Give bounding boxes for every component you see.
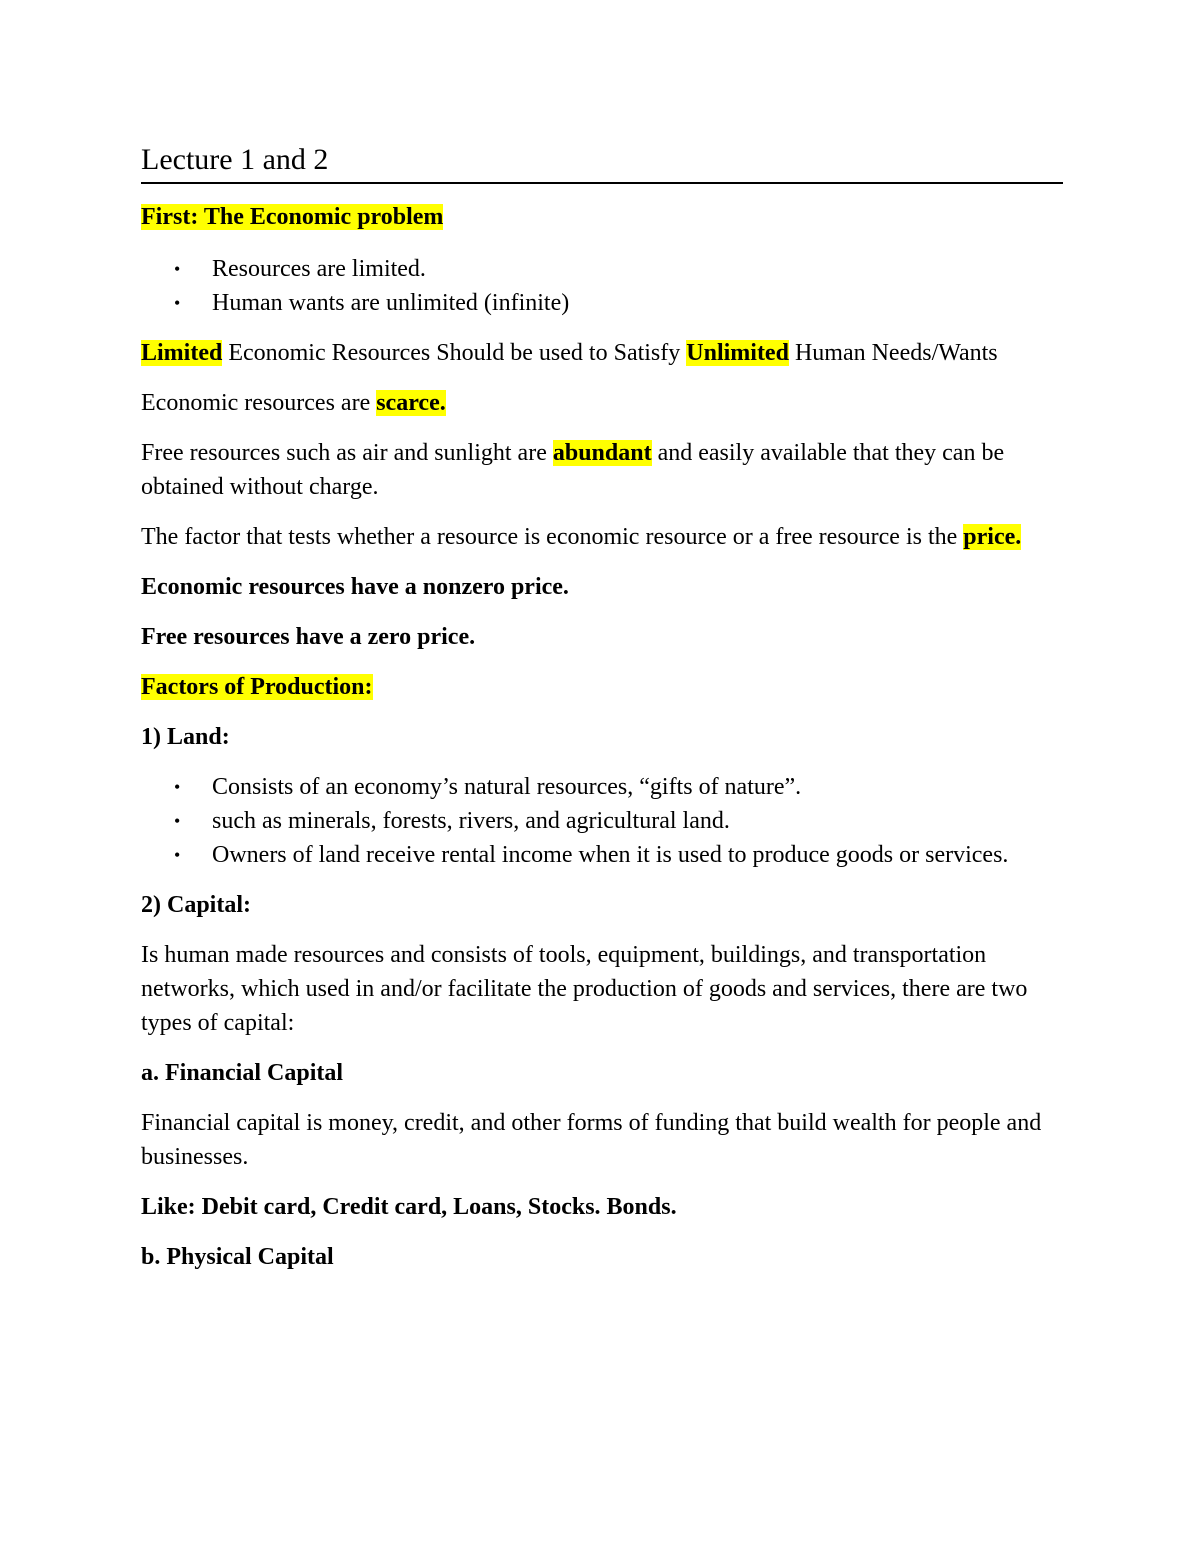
paragraph-limited-resources: Limited Economic Resources Should be used to Satisfy Unlimited Human Needs/Wants (141, 340, 998, 366)
highlight-limited: Limited (141, 340, 223, 366)
highlight-price: price. (963, 524, 1022, 550)
statement-economic-nonzero-price: Economic resources have a nonzero price. (141, 574, 569, 600)
list-item: • such as minerals, forests, rivers, and agricultural land. (141, 804, 1063, 838)
section-heading-economic-problem (141, 200, 1063, 234)
list-item: • Owners of land receive rental income when it is used to produce goods or services. (141, 838, 1063, 872)
paragraph-capital: Is human made resources and consists of tools, equipment, buildings, and transportation networks, which used in and/or facilitate the production of goods and services, there are two types of capital: (141, 942, 1028, 1036)
highlight-scarce: scarce. (376, 390, 446, 416)
statement-free-zero-price: Free resources have a zero price. (141, 624, 476, 650)
bullet-icon: • (174, 293, 181, 313)
section-heading-factors (141, 670, 1063, 704)
bullet-icon: • (174, 777, 181, 797)
page-title: Lecture 1 and 2 (141, 140, 1063, 184)
paragraph-financial-capital: Financial capital is money, credit, and other forms of funding that build wealth for people and businesses. (141, 1110, 1042, 1170)
statement-financial-examples: Like: Debit card, Credit card, Loans, Stocks. Bonds. (141, 1194, 677, 1220)
document-body (141, 140, 1063, 1274)
bullet-icon: • (174, 811, 181, 831)
paragraph-scarce: Economic resources are scarce. (141, 390, 446, 416)
highlight-unlimited: Unlimited (686, 340, 789, 366)
list-item: • Resources are limited. (141, 252, 1063, 286)
paragraph-price-test: The factor that tests whether a resource is economic resource or a free resource is the price. (141, 524, 1022, 550)
economic-problem-list (141, 252, 1063, 320)
subheading-physical-capital: b. Physical Capital (141, 1244, 334, 1270)
heading-highlight: First: The Economic problem (141, 204, 444, 230)
list-item: • Human wants are unlimited (infinite) (141, 286, 1063, 320)
subheading-capital: 2) Capital: (141, 892, 251, 918)
bullet-icon: • (174, 845, 181, 865)
heading-highlight: Factors of Production: (141, 674, 373, 700)
subheading-financial-capital: a. Financial Capital (141, 1060, 344, 1086)
highlight-abundant: abundant (552, 440, 652, 466)
paragraph-free-resources: Free resources such as air and sunlight are abundant and easily available that they can be obtained without charge. (141, 440, 1005, 500)
bullet-icon: • (174, 259, 181, 279)
subheading-land: 1) Land: (141, 724, 230, 750)
list-item: • Consists of an economy’s natural resources, “gifts of nature”. (141, 770, 1063, 804)
land-list (141, 770, 1063, 872)
